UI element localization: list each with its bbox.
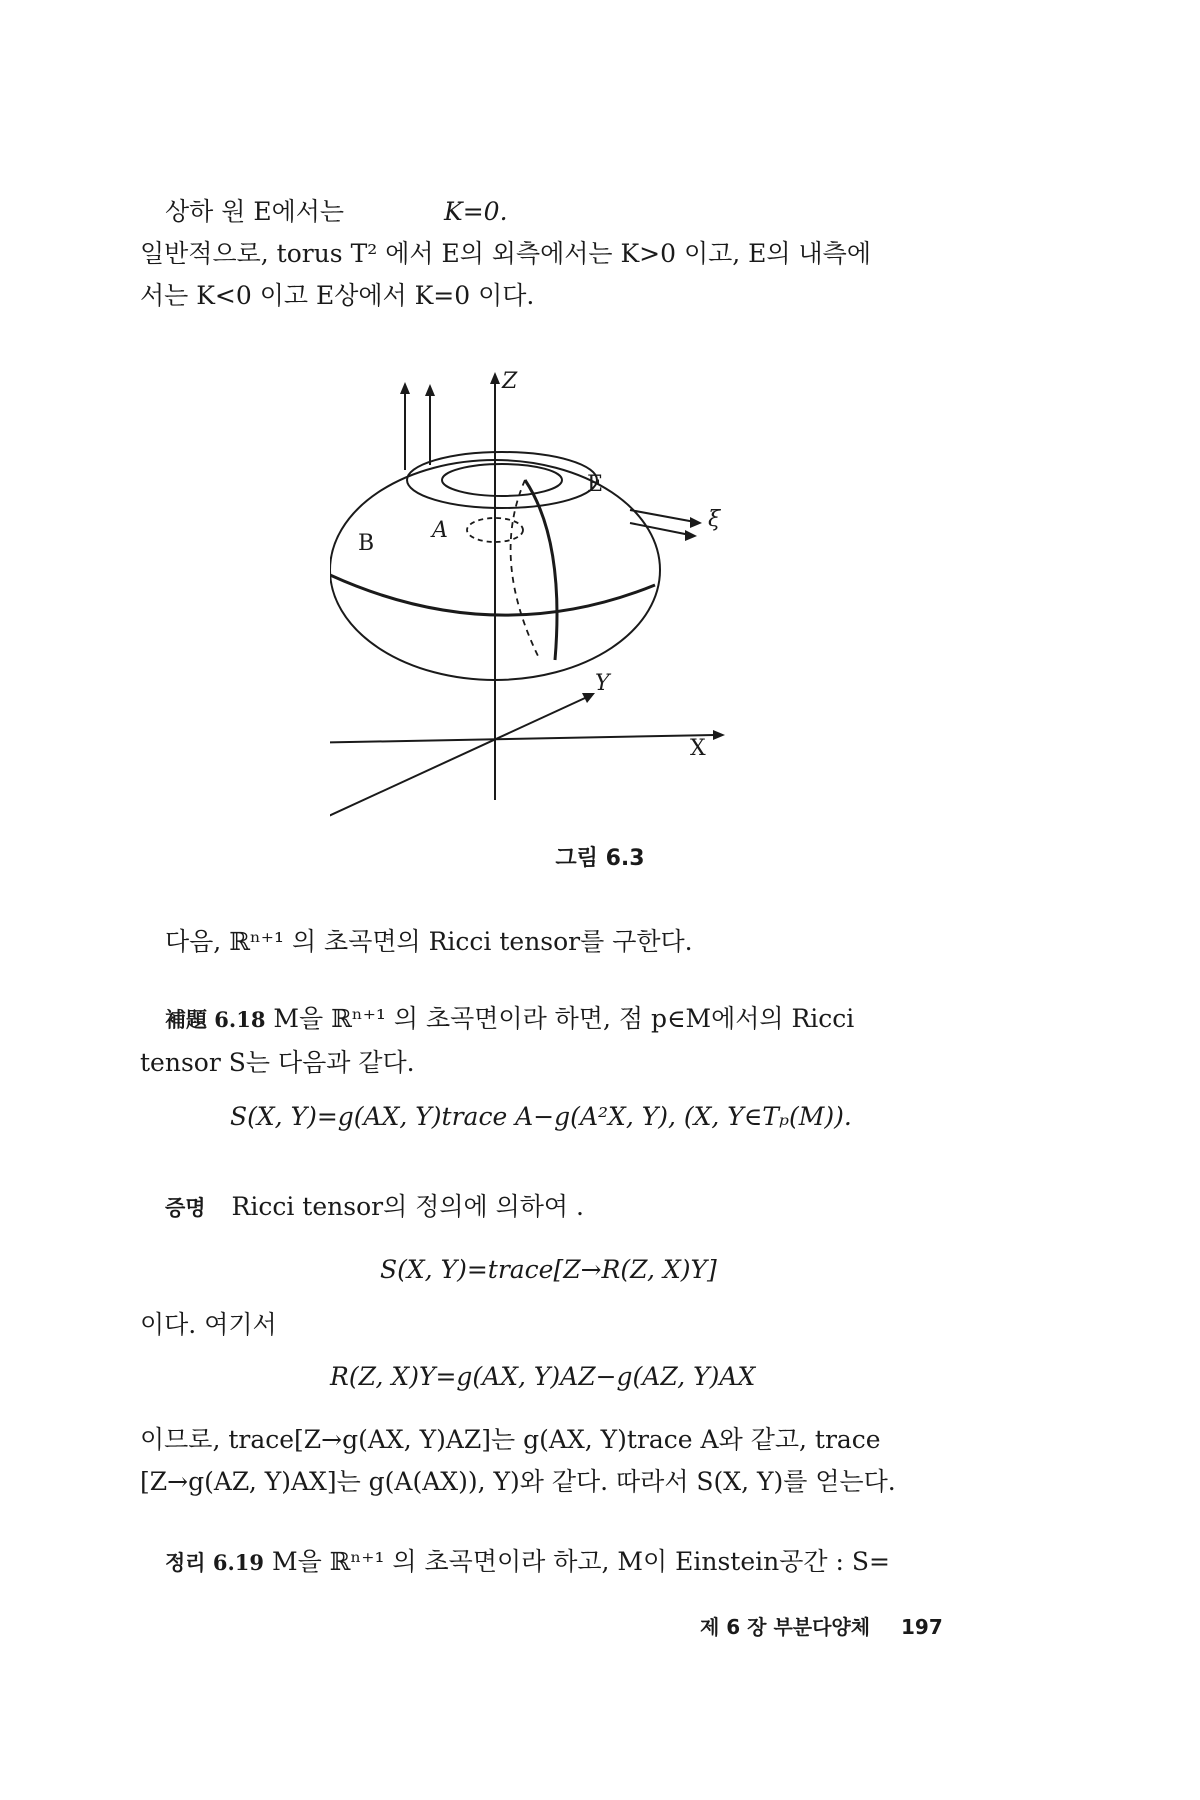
theorem-line-1 (165, 1545, 890, 1580)
lemma-text-1: M을 ℝⁿ⁺¹ 의 초곡면이라 하면, 점 p∈M에서의 Ricci (273, 1004, 855, 1033)
equation-2: S(X, Y)=trace[Z→R(Z, X)Y] (380, 1255, 717, 1284)
lemma-line-1 (165, 1002, 854, 1037)
page-footer (700, 1610, 943, 1644)
line1-part-b: K=0. (444, 197, 508, 226)
equation-3: R(Z, X)Y=g(AX, Y)AZ−g(AZ, Y)AX (330, 1362, 756, 1391)
normal-arrow-1-head (400, 382, 410, 394)
x-axis (330, 735, 715, 743)
equator-curve (330, 575, 655, 615)
figure-caption: 그림 6.3 (555, 846, 645, 871)
footer-chapter: 제 6 장 부분다양체 (700, 1615, 871, 1639)
y-axis (330, 698, 585, 820)
z-axis-arrow (490, 372, 500, 384)
text-so-2: [Z→g(AZ, Y)AX]는 g(A(AX)), Y)와 같다. 따라서 S(X, Y)를 얻는다. (140, 1467, 896, 1496)
text-here: 이다. 여기서 (140, 1310, 277, 1339)
footer-page-number: 197 (901, 1615, 943, 1639)
proof-label: 증명 (165, 1195, 206, 1220)
label-b: B (358, 531, 375, 556)
inner-hole (442, 464, 562, 496)
text-line-2: 일반적으로, torus T² 에서 E의 외측에서는 K>0 이고, E의 내측에 (140, 239, 871, 268)
torus-figure (330, 360, 870, 830)
proof-text-1: Ricci tensor의 정의에 의하여 . (231, 1192, 584, 1221)
line1-part-a: 상하 원 E에서는 (165, 197, 345, 226)
theorem-label: 정리 6.19 (165, 1550, 265, 1575)
label-y: Y (595, 671, 610, 696)
label-xi: ξ (708, 507, 721, 532)
label-x: X (690, 736, 706, 761)
xi-arrow-1-head (690, 517, 702, 528)
xi-arrow-2-head (685, 530, 697, 541)
lemma-label: 補題 6.18 (165, 1007, 266, 1032)
equation-1: S(X, Y)=g(AX, Y)trace A−g(A²X, Y), (X, Y∈Tₚ(M)). (230, 1102, 852, 1131)
label-z: Z (502, 369, 518, 394)
text-line-3: 서는 K<0 이고 E상에서 K=0 이다. (140, 281, 535, 310)
x-axis-arrow (713, 730, 725, 740)
text-line-1 (165, 195, 508, 229)
lemma-line-2: tensor S는 다음과 같다. (140, 1048, 415, 1077)
xi-arrow-2 (630, 523, 690, 535)
text-line-4: 다음, ℝⁿ⁺¹ 의 초곡면의 Ricci tensor를 구한다. (165, 927, 693, 956)
normal-arrow-2-head (425, 384, 435, 396)
proof-line-1 (165, 1190, 584, 1225)
text-so-1: 이므로, trace[Z→g(AX, Y)AZ]는 g(AX, Y)trace A와 같고, trace (140, 1425, 881, 1454)
label-e: E (587, 472, 604, 497)
theorem-text-1: M을 ℝⁿ⁺¹ 의 초곡면이라 하고, M이 Einstein공간 : S= (271, 1547, 890, 1576)
label-a: A (432, 518, 448, 543)
